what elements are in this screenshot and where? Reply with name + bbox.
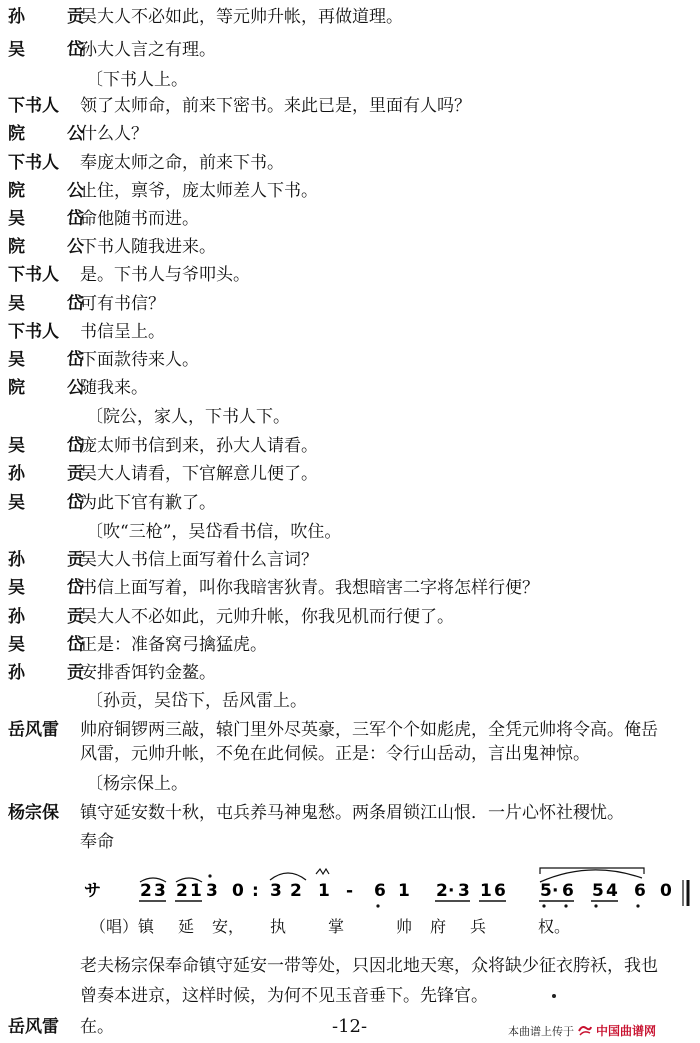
dialogue-text: 吴大人不必如此，元帅升帐，你我见机而行便了。 (80, 607, 454, 627)
dialogue-line (0, 829, 700, 856)
dialogue-line (0, 4, 700, 31)
score-note: 3 (458, 881, 470, 901)
dialogue-text: 什么人？ (80, 124, 148, 144)
direction-text: 〔下书人上。 (86, 70, 188, 90)
speaker-name: 下书人 (8, 322, 59, 342)
speaker-name: 岳风雷 (8, 720, 59, 740)
score-note: 4 (606, 881, 618, 901)
score-tempo-mark: サ (84, 881, 101, 901)
dialogue-line (0, 604, 700, 631)
page-number: -12- (332, 1016, 368, 1037)
dialogue-text: 镇守延安数十秋，屯兵养马神鬼愁。两条眉锁江山恨．一片心怀社稷忧。 (80, 803, 624, 823)
dialogue-line (0, 741, 700, 768)
direction-text: 〔孙贡，吴岱下，岳风雷上。 (86, 691, 307, 711)
lyric-syllable: 安， (212, 917, 245, 936)
speaker-name: 杨宗保 (8, 803, 59, 823)
dialogue-text: 奉命 (80, 832, 114, 852)
dialogue-text: 下书人随我进来。 (80, 237, 216, 257)
speaker-name: 孙 贡 (8, 607, 84, 627)
score-note: 1 (398, 881, 410, 901)
stage-direction (0, 771, 700, 798)
speaker-name: 吴 岱 (8, 436, 84, 456)
score-note: 2 (290, 881, 302, 901)
dialogue-line (0, 319, 700, 346)
dialogue-text: 吴大人书信上面写着什么言词？ (80, 550, 318, 570)
dialogue-line (0, 262, 700, 289)
dialogue-line (0, 375, 700, 402)
score-note: 5 (540, 881, 552, 901)
dialogue-line (0, 206, 700, 233)
dialogue-text: 曾奏本进京，这样时候，为何不见玉音垂下。先锋官。 (80, 986, 488, 1006)
score-note: · (552, 881, 559, 901)
score-note: 6 (494, 881, 506, 901)
score-note: 1 (190, 881, 202, 901)
speaker-name: 院 公 (8, 124, 84, 144)
dialogue-text: 命他随书而进。 (80, 209, 199, 229)
dialogue-text: 奉庞太师之命，前来下书。 (80, 153, 284, 173)
dialogue-text: 可有书信？ (80, 294, 165, 314)
speaker-name: 孙 贡 (8, 7, 84, 27)
dialogue-line (0, 547, 700, 574)
speaker-name: 岳风雷 (8, 1017, 59, 1037)
speaker-name: 孙 贡 (8, 464, 84, 484)
speaker-name: 吴 岱 (8, 493, 84, 513)
dialogue-text: 风雷，元帅升帐，不免在此伺候。正是：令行山岳动，言出鬼神惊。 (80, 744, 590, 764)
speaker-name: 下书人 (8, 96, 59, 116)
speaker-name: 吴 岱 (8, 209, 84, 229)
dialogue-text: 帅府铜锣两三敲，辕门里外尽英豪，三军个个如彪虎，全凭元帅将令高。俺岳 (80, 720, 658, 740)
score-notes (140, 881, 672, 901)
dialogue-text: 书信呈上。 (80, 322, 165, 342)
dialogue-line (0, 121, 700, 148)
score-note: - (346, 881, 354, 901)
stage-direction (0, 688, 700, 715)
lyric-syllable: 权。 (538, 917, 571, 936)
dialogue-text: 吴大人请看，下官解意儿便了。 (80, 464, 318, 484)
score-note: 0 (232, 881, 244, 901)
score-note: 2 (436, 881, 448, 901)
site-logo-icon (578, 1025, 592, 1037)
lyric-syllable: 府 (430, 917, 447, 936)
score-barline: : (252, 881, 259, 901)
speaker-name: 下书人 (8, 153, 59, 173)
dialogue-line (0, 717, 700, 744)
dialogue-text: 随我来。 (80, 378, 148, 398)
dialogue-line (0, 37, 700, 64)
speaker-name: 吴 岱 (8, 578, 84, 598)
dialogue-line (0, 234, 700, 261)
site-brand[interactable]: 中国曲谱网 (596, 1024, 657, 1038)
stage-direction (0, 404, 700, 431)
dialogue-line (0, 953, 700, 980)
stage-direction (0, 519, 700, 546)
dialogue-text: 止住，禀爷，庞太师差人下书。 (80, 181, 318, 201)
score-note: 5 (592, 881, 604, 901)
score-bracket (540, 868, 644, 874)
score-note: 6 (562, 881, 574, 901)
direction-text: 〔院公，家人，下书人下。 (86, 407, 290, 427)
score-note: 6 (634, 881, 646, 901)
lyric-syllable: 掌 (328, 917, 345, 936)
dialogue-text: 在。 (80, 1017, 114, 1037)
print-speck (552, 994, 556, 998)
lyric-syllable: 延 (178, 917, 195, 936)
dialogue-line (0, 575, 700, 602)
dialogue-line (0, 983, 700, 1010)
score-note: 3 (270, 881, 282, 901)
stage-direction (0, 67, 700, 94)
score-note: 6 (374, 881, 386, 901)
speaker-name: 吴 岱 (8, 294, 84, 314)
dialogue-text: 老夫杨宗保奉命镇守延安一带等处，只因北地天寒，众将缺少征衣胯袄，我也 (80, 956, 658, 976)
lyric-syllable: 帅 (396, 917, 413, 936)
dialogue-line (0, 93, 700, 120)
speaker-name: 院 公 (8, 237, 84, 257)
speaker-name: 院 公 (8, 181, 84, 201)
sing-mark: （唱） (90, 917, 139, 936)
dialogue-line (0, 660, 700, 687)
credit-text: 本曲谱上传于 (508, 1024, 574, 1038)
dialogue-line (0, 632, 700, 659)
dialogue-line (0, 461, 700, 488)
speaker-name: 院 公 (8, 378, 84, 398)
dialogue-line (0, 178, 700, 205)
score-note: 2 (140, 881, 152, 901)
speaker-name: 吴 岱 (8, 635, 84, 655)
score-lyrics (0, 914, 700, 938)
lyric-syllable: 执 (270, 917, 287, 936)
dialogue-text: 正是：准备窝弓擒猛虎。 (80, 635, 267, 655)
dialogue-line (0, 433, 700, 460)
speaker-name: 孙 贡 (8, 663, 84, 683)
lyric-syllable: 兵 (470, 917, 487, 936)
dialogue-text: 庞太师书信到来，孙大人请看。 (80, 436, 318, 456)
dialogue-text: 孙大人言之有理。 (80, 40, 216, 60)
dialogue-line (0, 291, 700, 318)
dialogue-text: 安排香饵钓金鳌。 (80, 663, 216, 683)
dialogue-line (0, 150, 700, 177)
lyric-syllable: 镇 (138, 917, 155, 936)
upload-credit (508, 1022, 656, 1039)
dialogue-text: 为此下官有歉了。 (80, 493, 216, 513)
dialogue-text: 领了太师命，前来下密书。来此已是，里面有人吗？ (80, 96, 471, 116)
score-note: 1 (318, 881, 330, 901)
dialogue-line (0, 800, 700, 827)
score-note: 3 (206, 881, 218, 901)
score-note: 0 (660, 881, 672, 901)
score-note: 2 (176, 881, 188, 901)
score-note: · (448, 881, 455, 901)
score-note: 1 (480, 881, 492, 901)
dialogue-line (0, 490, 700, 517)
direction-text: 〔吹“三枪”，吴岱看书信，吹住。 (86, 522, 342, 542)
score-note: 3 (154, 881, 166, 901)
speaker-name: 孙 贡 (8, 550, 84, 570)
dialogue-text: 书信上面写着，叫你我暗害狄青。我想暗害二字将怎样行便？ (80, 578, 539, 598)
speaker-name: 吴 岱 (8, 350, 84, 370)
score-ornament (316, 869, 329, 874)
dialogue-text: 吴大人不必如此，等元帅升帐，再做道理。 (80, 7, 403, 27)
speaker-name: 下书人 (8, 265, 59, 285)
dialogue-line (0, 347, 700, 374)
speaker-name: 吴 岱 (8, 40, 84, 60)
dialogue-text: 是。下书人与爷叩头。 (80, 265, 250, 285)
dialogue-text: 下面款待来人。 (80, 350, 199, 370)
direction-text: 〔杨宗保上。 (86, 774, 188, 794)
